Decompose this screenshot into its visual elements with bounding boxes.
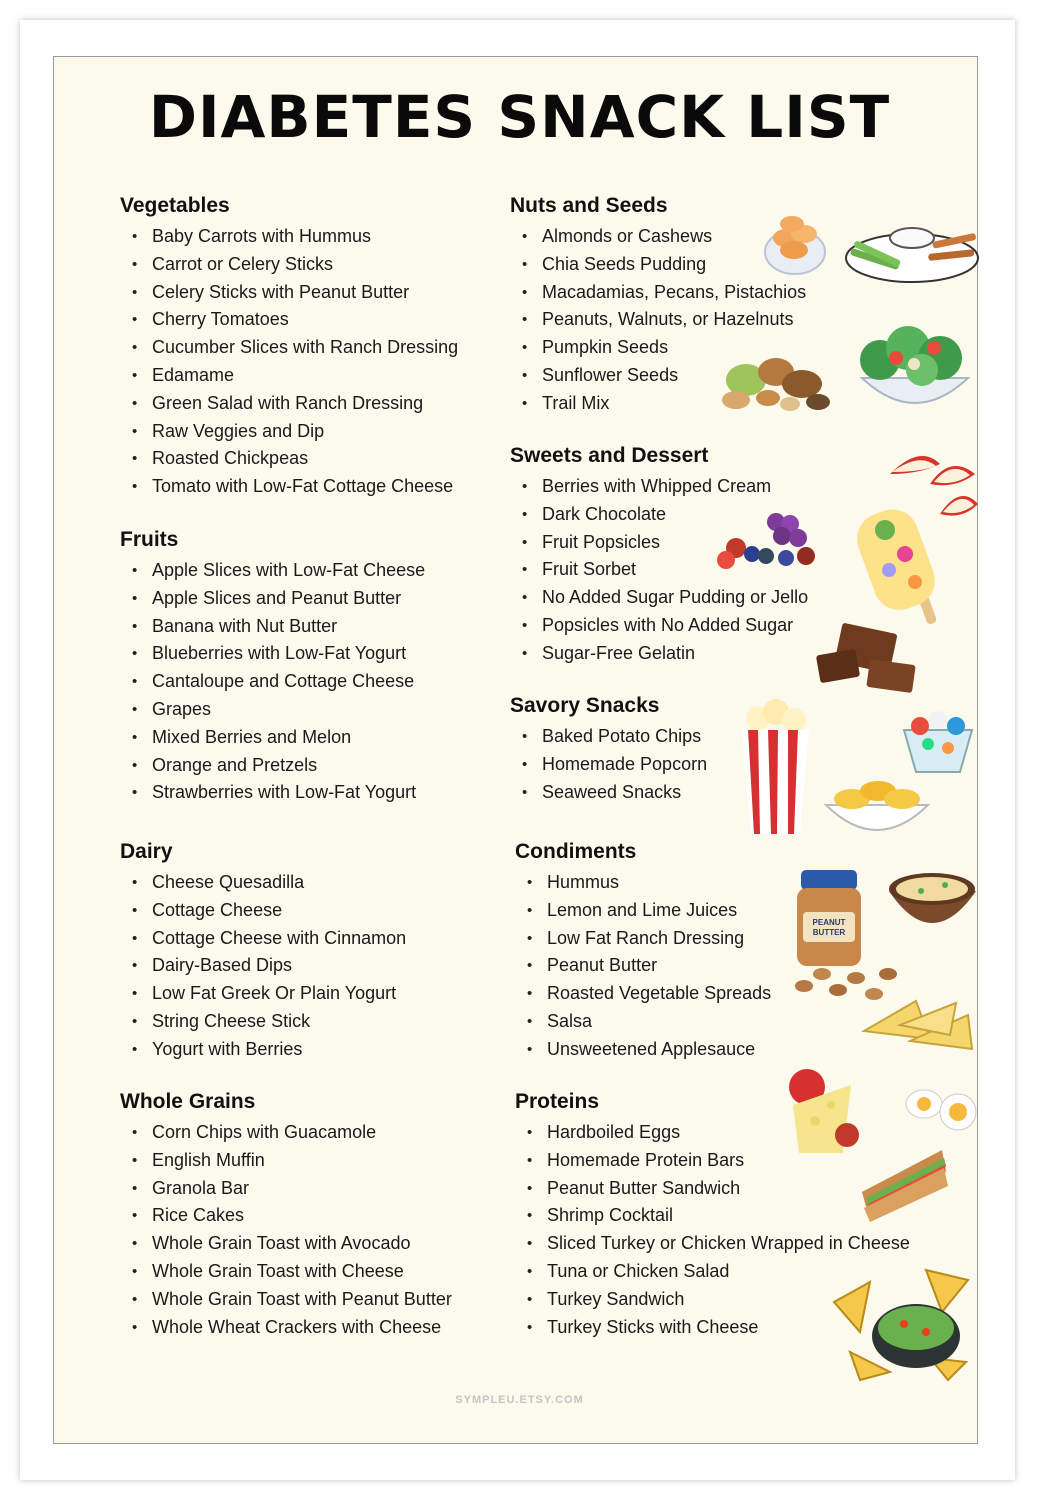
peanut-butter-jar-illustration: [795, 868, 863, 968]
list-item: • Low Fat Greek Or Plain Yogurt: [120, 980, 406, 1008]
potato-chips-bowl-illustration: [822, 775, 932, 840]
list-item: • Roasted Chickpeas: [120, 445, 458, 473]
section-vegetables: [120, 194, 458, 501]
salad-bowl-illustration: [850, 318, 980, 418]
list-item: • Edamame: [120, 362, 458, 390]
list-item: • Seaweed Snacks: [510, 779, 707, 807]
list-item: • Turkey Sandwich: [515, 1286, 910, 1314]
list-item: • Green Salad with Ranch Dressing: [120, 390, 458, 418]
list-item: • Whole Grain Toast with Peanut Butter: [120, 1286, 452, 1314]
section-condiments: [515, 840, 771, 1064]
list-item: • Fruit Sorbet: [510, 556, 808, 584]
list-item: • Cherry Tomatoes: [120, 306, 458, 334]
list-item: • Popsicles with No Added Sugar: [510, 612, 808, 640]
list-item: • Grapes: [120, 696, 425, 724]
sandwich-illustration: [856, 1142, 950, 1224]
list-item: • Peanut Butter Sandwich: [515, 1175, 910, 1203]
dark-chocolate-illustration: [808, 622, 923, 697]
section-heading: Nuts and Seeds: [510, 194, 668, 217]
list-item: • Celery Sticks with Peanut Butter: [120, 279, 458, 307]
list-item: • Cottage Cheese with Cinnamon: [120, 925, 406, 953]
list-item: • Blueberries with Low-Fat Yogurt: [120, 640, 425, 668]
list-item: • Granola Bar: [120, 1175, 452, 1203]
veggie-sticks-plate-illustration: [842, 218, 980, 286]
list-item: • Orange and Pretzels: [120, 752, 425, 780]
jar-label: BUTTER: [812, 928, 846, 937]
fruit-cup-illustration: [898, 700, 978, 775]
boiled-eggs-illustration: [902, 1082, 980, 1134]
section-savory: [510, 694, 707, 806]
list-item: • Chia Seeds Pudding: [510, 251, 806, 279]
section-heading: Whole Grains: [120, 1090, 256, 1113]
list-item: • Whole Wheat Crackers with Cheese: [120, 1314, 452, 1342]
list-item: • Rice Cakes: [120, 1202, 452, 1230]
section-dairy: [120, 840, 406, 1064]
list-item: • Apple Slices and Peanut Butter: [120, 585, 425, 613]
list-item: • Corn Chips with Guacamole: [120, 1119, 452, 1147]
list-item: • Banana with Nut Butter: [120, 613, 425, 641]
list-item: • Trail Mix: [510, 390, 806, 418]
section-heading: Condiments: [515, 840, 637, 863]
chips-guacamole-illustration: [830, 1262, 970, 1382]
section-heading: Proteins: [515, 1090, 600, 1113]
list-item: • No Added Sugar Pudding or Jello: [510, 584, 808, 612]
jar-label: PEANUT: [812, 918, 846, 927]
list-item: • Unsweetened Applesauce: [515, 1036, 771, 1064]
list-item: • Low Fat Ranch Dressing: [515, 925, 771, 953]
footer-watermark: SYMPLEU.ETSY.COM: [455, 1394, 584, 1406]
item-list: [510, 723, 707, 806]
quesadilla-illustration: [860, 995, 978, 1055]
item-list: [515, 869, 771, 1064]
section-whole-grains: [120, 1090, 452, 1341]
section-heading: Sweets and Dessert: [510, 444, 709, 467]
list-item: • English Muffin: [120, 1147, 452, 1175]
list-item: • Salsa: [515, 1008, 771, 1036]
list-item: • Apple Slices with Low-Fat Cheese: [120, 557, 425, 585]
list-item: • Cottage Cheese: [120, 897, 406, 925]
list-item: • String Cheese Stick: [120, 1008, 406, 1036]
berries-illustration: [706, 500, 826, 580]
list-item: • Tomato with Low-Fat Cottage Cheese: [120, 473, 458, 501]
list-item: • Hardboiled Eggs: [515, 1119, 910, 1147]
item-list: [120, 557, 425, 807]
mixed-nuts-illustration: [706, 340, 836, 420]
list-item: • Turkey Sticks with Cheese: [515, 1314, 910, 1342]
list-item: • Cucumber Slices with Ranch Dressing: [120, 334, 458, 362]
item-list: [120, 869, 406, 1064]
fruit-popsicle-illustration: [855, 500, 950, 630]
list-item: • Whole Grain Toast with Cheese: [120, 1258, 452, 1286]
list-item: • Baby Carrots with Hummus: [120, 223, 458, 251]
list-item: • Peanut Butter: [515, 952, 771, 980]
list-item: • Roasted Vegetable Spreads: [515, 980, 771, 1008]
list-item: • Tuna or Chicken Salad: [515, 1258, 910, 1286]
hummus-bowl-illustration: [885, 865, 980, 937]
list-item: • Sunflower Seeds: [510, 362, 806, 390]
item-list: [120, 223, 458, 501]
list-item: • Macadamias, Pecans, Pistachios: [510, 279, 806, 307]
list-item: • Dairy-Based Dips: [120, 952, 406, 980]
list-item: • Hummus: [515, 869, 771, 897]
list-item: • Cantaloupe and Cottage Cheese: [120, 668, 425, 696]
list-item: • Cheese Quesadilla: [120, 869, 406, 897]
list-item: • Lemon and Lime Juices: [515, 897, 771, 925]
cheese-meat-illustration: [785, 1065, 860, 1160]
list-item: • Almonds or Cashews: [510, 223, 806, 251]
list-item: • Fruit Popsicles: [510, 529, 808, 557]
list-item: • Sliced Turkey or Chicken Wrapped in Cheese: [515, 1230, 910, 1258]
list-item: • Shrimp Cocktail: [515, 1202, 910, 1230]
section-fruits: [120, 528, 425, 807]
section-heading: Vegetables: [120, 194, 230, 217]
list-item: • Raw Veggies and Dip: [120, 418, 458, 446]
list-item: • Carrot or Celery Sticks: [120, 251, 458, 279]
nuts-bowl-illustration: [760, 208, 830, 276]
list-item: • Pumpkin Seeds: [510, 334, 806, 362]
list-item: • Berries with Whipped Cream: [510, 473, 808, 501]
item-list: [120, 1119, 452, 1341]
list-item: • Sugar-Free Gelatin: [510, 640, 808, 668]
list-item: • Mixed Berries and Melon: [120, 724, 425, 752]
list-item: • Strawberries with Low-Fat Yogurt: [120, 779, 425, 807]
list-item: • Baked Potato Chips: [510, 723, 707, 751]
list-item: • Dark Chocolate: [510, 501, 808, 529]
page-title: DIABETES SNACK LIST: [148, 83, 891, 151]
popcorn-illustration: [738, 698, 813, 838]
list-item: • Homemade Popcorn: [510, 751, 707, 779]
section-heading: Fruits: [120, 528, 179, 551]
section-heading: Dairy: [120, 840, 173, 863]
list-item: • Homemade Protein Bars: [515, 1147, 910, 1175]
list-item: • Peanuts, Walnuts, or Hazelnuts: [510, 306, 806, 334]
list-item: • Yogurt with Berries: [120, 1036, 406, 1064]
section-heading: Savory Snacks: [510, 694, 660, 717]
list-item: • Whole Grain Toast with Avocado: [120, 1230, 452, 1258]
